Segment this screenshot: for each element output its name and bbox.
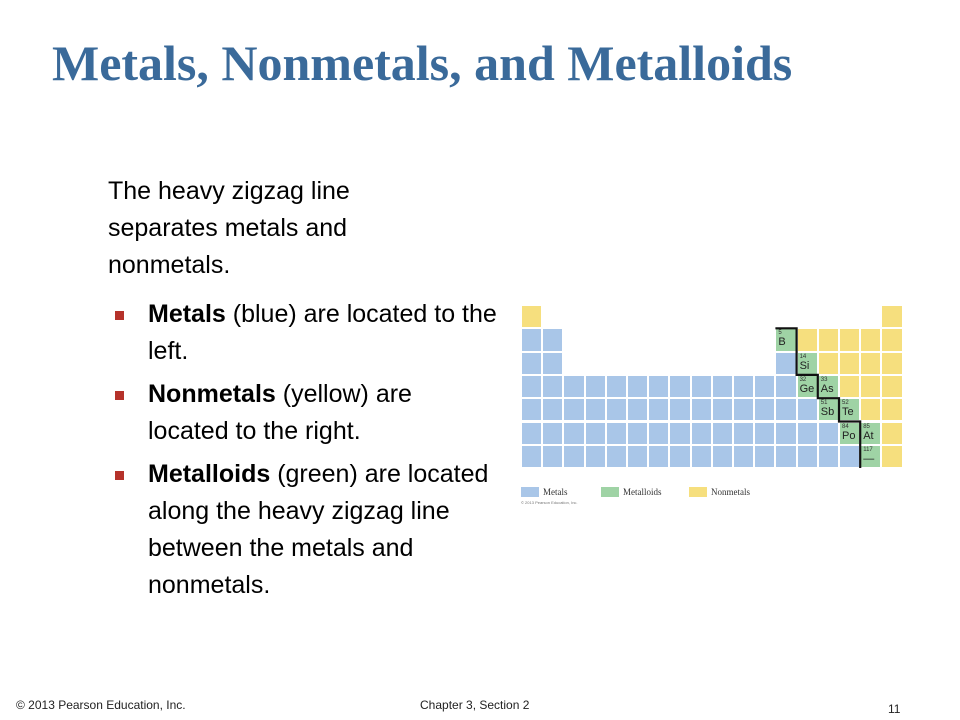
periodic-table-figure [521, 305, 903, 515]
bullet-square-icon [115, 391, 124, 400]
bullet-list [108, 296, 498, 610]
element-symbol: As [820, 382, 834, 395]
legend-swatch-metals [521, 487, 539, 497]
footer-copyright: © 2013 Pearson Education, Inc. [16, 698, 186, 712]
element-symbol: B [778, 336, 786, 349]
bullet-square-icon [115, 311, 124, 320]
element-symbol: Si [799, 359, 810, 372]
element-number: 84 [842, 423, 849, 430]
bullet-metals [108, 296, 498, 370]
intro-text: The heavy zigzag line separates metals and nonmetals. [108, 177, 350, 279]
figure-copyright: © 2013 Pearson Education, Inc. [521, 500, 578, 505]
element-number: 52 [842, 400, 849, 407]
legend-swatch-nonmetals [689, 487, 707, 497]
bullet-nonmetals [108, 376, 498, 450]
element-symbol: — [863, 452, 875, 465]
element-number: 32 [799, 376, 807, 383]
element-number: 117 [863, 446, 873, 453]
legend-swatch-metalloids [601, 487, 619, 497]
footer-chapter: Chapter 3, Section 2 [420, 698, 530, 712]
bullet-square-icon [115, 471, 124, 480]
element-symbol: Te [842, 406, 854, 419]
bullet-metalloids [108, 456, 498, 604]
bullet-term-metalloids: Metalloids [148, 460, 271, 488]
legend-label-nonmetals: Nonmetals [711, 487, 750, 497]
zigzag-line [521, 305, 903, 468]
element-symbol: Sb [820, 406, 835, 419]
element-number: 85 [863, 423, 870, 430]
element-number: 14 [799, 353, 807, 360]
bullet-text-metals: (blue) are located to the left. [148, 300, 497, 365]
element-symbol: Po [842, 429, 856, 442]
legend-label-metalloids: Metalloids [623, 487, 662, 497]
element-number: 5 [778, 330, 782, 337]
bullet-term-nonmetals: Nonmetals [148, 380, 276, 408]
element-number: 51 [820, 400, 828, 407]
bullet-term-metals: Metals [148, 300, 226, 328]
bullet-text-metalloids: (green) are located along the heavy zigzag line between the metals and nonmetals. [148, 460, 489, 599]
bullet-text-nonmetals: (yellow) are located to the right. [148, 380, 412, 445]
slide-title: Metals, Nonmetals, and Metalloids [52, 35, 793, 91]
element-number: 33 [820, 376, 828, 383]
legend-label-metals: Metals [543, 487, 568, 497]
element-symbol: At [863, 429, 874, 442]
element-symbol: Ge [799, 382, 815, 395]
zigzag-path [775, 328, 860, 468]
page-number: 11 [888, 702, 901, 716]
